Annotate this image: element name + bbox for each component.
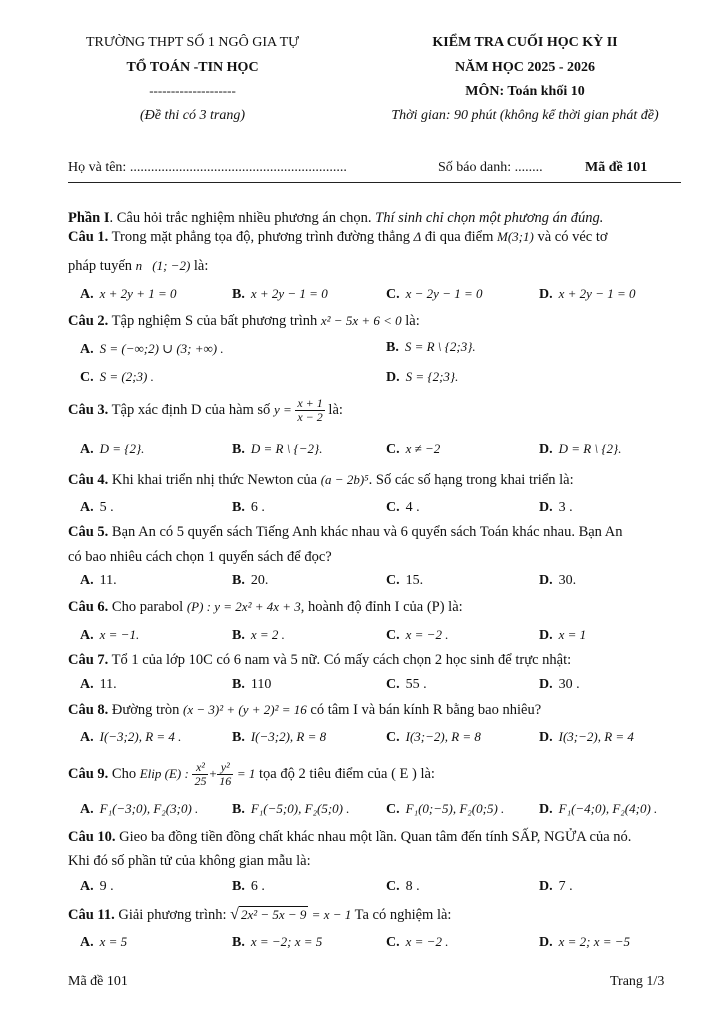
q10-option-b[interactable]: B. 6 . xyxy=(232,879,265,894)
question-5-line-2: có bao nhiêu cách chọn 1 quyển sách để đọc? xyxy=(68,549,332,565)
footer-page-number: Trang 1/3 xyxy=(610,974,665,989)
q3-option-d[interactable]: D. D = R \ {2}. xyxy=(539,441,622,457)
exam-title: KIỂM TRA CUỐI HỌC KỲ II xyxy=(432,35,618,50)
school-year: NĂM HỌC 2025 - 2026 xyxy=(455,60,595,75)
q3-option-b[interactable]: B. D = R \ {−2}. xyxy=(232,441,323,457)
q6-option-a[interactable]: A. x = −1. xyxy=(80,627,140,643)
question-1-line-2: pháp tuyến n⃗(1; −2) là: xyxy=(68,258,209,274)
q8-option-c[interactable]: C. I(3;−2), R = 8 xyxy=(386,729,481,745)
question-6: Câu 6. Cho parabol (P) : y = 2x² + 4x + 3, hoành độ đỉnh I của (P) là: xyxy=(68,599,463,615)
q4-option-c[interactable]: C. 4 . xyxy=(386,500,420,515)
q7-option-d[interactable]: D. 30 . xyxy=(539,677,580,692)
question-4: Câu 4. Khi khai triển nhị thức Newton của (a − 2b)⁵. Số các số hạng trong khai triển là: xyxy=(68,472,574,488)
q5-option-a[interactable]: A. 11. xyxy=(80,573,117,588)
q3-option-a[interactable]: A. D = {2}. xyxy=(80,441,145,457)
student-id-field: Số báo danh: ........ xyxy=(438,160,543,175)
subject: MÔN: Toán khối 10 xyxy=(465,84,585,99)
q1-option-c[interactable]: C. x − 2y − 1 = 0 xyxy=(386,286,483,302)
q2-option-a[interactable]: A. S = (−∞;2) ∪ (3; +∞) . xyxy=(80,341,224,357)
pages-note: (Đề thi có 3 trang) xyxy=(140,108,245,123)
q2-option-d[interactable]: D. S = {2;3}. xyxy=(386,369,459,385)
question-7: Câu 7. Tổ 1 của lớp 10C có 6 nam và 5 nữ. Có mấy cách chọn 2 học sinh để trực nhật: xyxy=(68,652,572,668)
question-2: Câu 2. Tập nghiệm S của bất phương trình x² − 5x + 6 < 0 là: xyxy=(68,313,420,329)
q8-option-b[interactable]: B. I(−3;2), R = 8 xyxy=(232,729,327,745)
footer-exam-code: Mã đề 101 xyxy=(68,974,128,989)
q4-option-b[interactable]: B. 6 . xyxy=(232,500,265,515)
q9-option-d[interactable]: D. F₁(−4;0), F₂(4;0) . xyxy=(539,801,658,817)
q8-option-a[interactable]: A. I(−3;2), R = 4 . xyxy=(80,729,182,745)
q6-option-d[interactable]: D. x = 1 xyxy=(539,627,587,643)
question-1: Câu 1. Trong mặt phẳng tọa độ, phương trình đường thẳng Δ đi qua điểm M(3;1) và có véc tơ xyxy=(68,229,608,245)
q6-option-b[interactable]: B. x = 2 . xyxy=(232,627,285,643)
q5-option-b[interactable]: B. 20. xyxy=(232,573,269,588)
question-5: Câu 5. Bạn An có 5 quyển sách Tiếng Anh khác nhau và 6 quyển sách Toán khác nhau. Bạn An xyxy=(68,524,623,540)
q1-option-d[interactable]: D. x + 2y − 1 = 0 xyxy=(539,286,636,302)
q5-option-c[interactable]: C. 15. xyxy=(386,573,424,588)
part-heading: Phần I. Câu hỏi trắc nghiệm nhiều phương án chọn. Thí sinh chỉ chọn một phương án đúng. xyxy=(68,210,604,226)
q9-option-b[interactable]: B. F₁(−5;0), F₂(5;0) . xyxy=(232,801,350,817)
divider xyxy=(68,182,681,183)
q2-option-c[interactable]: C. S = (2;3) . xyxy=(80,369,154,385)
q7-option-c[interactable]: C. 55 . xyxy=(386,677,427,692)
q7-option-b[interactable]: B. 110 xyxy=(232,677,272,692)
q10-option-a[interactable]: A. 9 . xyxy=(80,879,114,894)
q5-option-d[interactable]: D. 30. xyxy=(539,573,577,588)
q10-option-c[interactable]: C. 8 . xyxy=(386,879,420,894)
question-10-line-2: Khi đó số phần tử của không gian mẫu là: xyxy=(68,853,311,869)
q7-option-a[interactable]: A. 11. xyxy=(80,677,117,692)
q8-option-d[interactable]: D. I(3;−2), R = 4 xyxy=(539,729,634,745)
q9-option-c[interactable]: C. F₁(0;−5), F₂(0;5) . xyxy=(386,801,505,817)
header-dashes: -------------------- xyxy=(149,83,236,98)
q3-fraction: $\frac{x + 1}{x - 2}$ xyxy=(297,396,323,424)
department-name: TỔ TOÁN -TIN HỌC xyxy=(126,60,259,75)
question-8: Câu 8. Đường tròn (x − 3)² + (y + 2)² = 16 có tâm I và bán kính R bằng bao nhiêu? xyxy=(68,702,542,718)
q11-radical: 2x² − 5x − 9 xyxy=(240,907,307,922)
q11-option-a[interactable]: A. x = 5 xyxy=(80,934,128,950)
q11-option-c[interactable]: C. x = −2 . xyxy=(386,934,449,950)
q4-option-a[interactable]: A. 5 . xyxy=(80,500,114,515)
q11-option-b[interactable]: B. x = −2; x = 5 xyxy=(232,934,323,950)
exam-code: Mã đề 101 xyxy=(585,160,648,175)
q9-fraction-y: $\frac{\text{y²}}{16}$ xyxy=(219,760,232,788)
question-9: Câu 9. Cho Elip (E) : $\frac{\text{x²}}{25}$ + $\frac{\text{y²}}{16}$ = 1 tọa độ 2 tiêu điểm của ( E ) là: xyxy=(68,760,435,788)
q2-option-b[interactable]: B. S = R \ {2;3}. xyxy=(386,339,476,355)
q9-option-a[interactable]: A. F₁(−3;0), F₂(3;0) . xyxy=(80,801,199,817)
q3-option-c[interactable]: C. x ≠ −2 xyxy=(386,441,441,457)
exam-time: Thời gian: 90 phút (không kể thời gian phát đề) xyxy=(391,108,659,123)
q1-option-b[interactable]: B. x + 2y − 1 = 0 xyxy=(232,286,328,302)
question-3: Câu 3. Tập xác định D của hàm số y = $\frac{x + 1}{x - 2}$ là: xyxy=(68,396,343,424)
q1-option-a[interactable]: A. x + 2y + 1 = 0 xyxy=(80,286,177,302)
q6-option-c[interactable]: C. x = −2 . xyxy=(386,627,449,643)
q4-option-d[interactable]: D. 3 . xyxy=(539,500,573,515)
q10-option-d[interactable]: D. 7 . xyxy=(539,879,573,894)
question-10: Câu 10. Gieo ba đồng tiền đồng chất khác nhau một lần. Quan tâm đến tính SẤP, NGỬA của nó. xyxy=(68,829,632,845)
q11-option-d[interactable]: D. x = 2; x = −5 xyxy=(539,934,631,950)
question-11: Câu 11. Giải phương trình: √ 2x² − 5x − 9 = x − 1 Ta có nghiệm là: xyxy=(68,906,452,923)
school-name: TRƯỜNG THPT SỐ 1 NGÔ GIA TỰ xyxy=(85,35,300,50)
q9-fraction-x: $\frac{\text{x²}}{25}$ xyxy=(194,760,207,788)
student-name-field: Họ và tên: .............................................................. xyxy=(68,160,347,175)
